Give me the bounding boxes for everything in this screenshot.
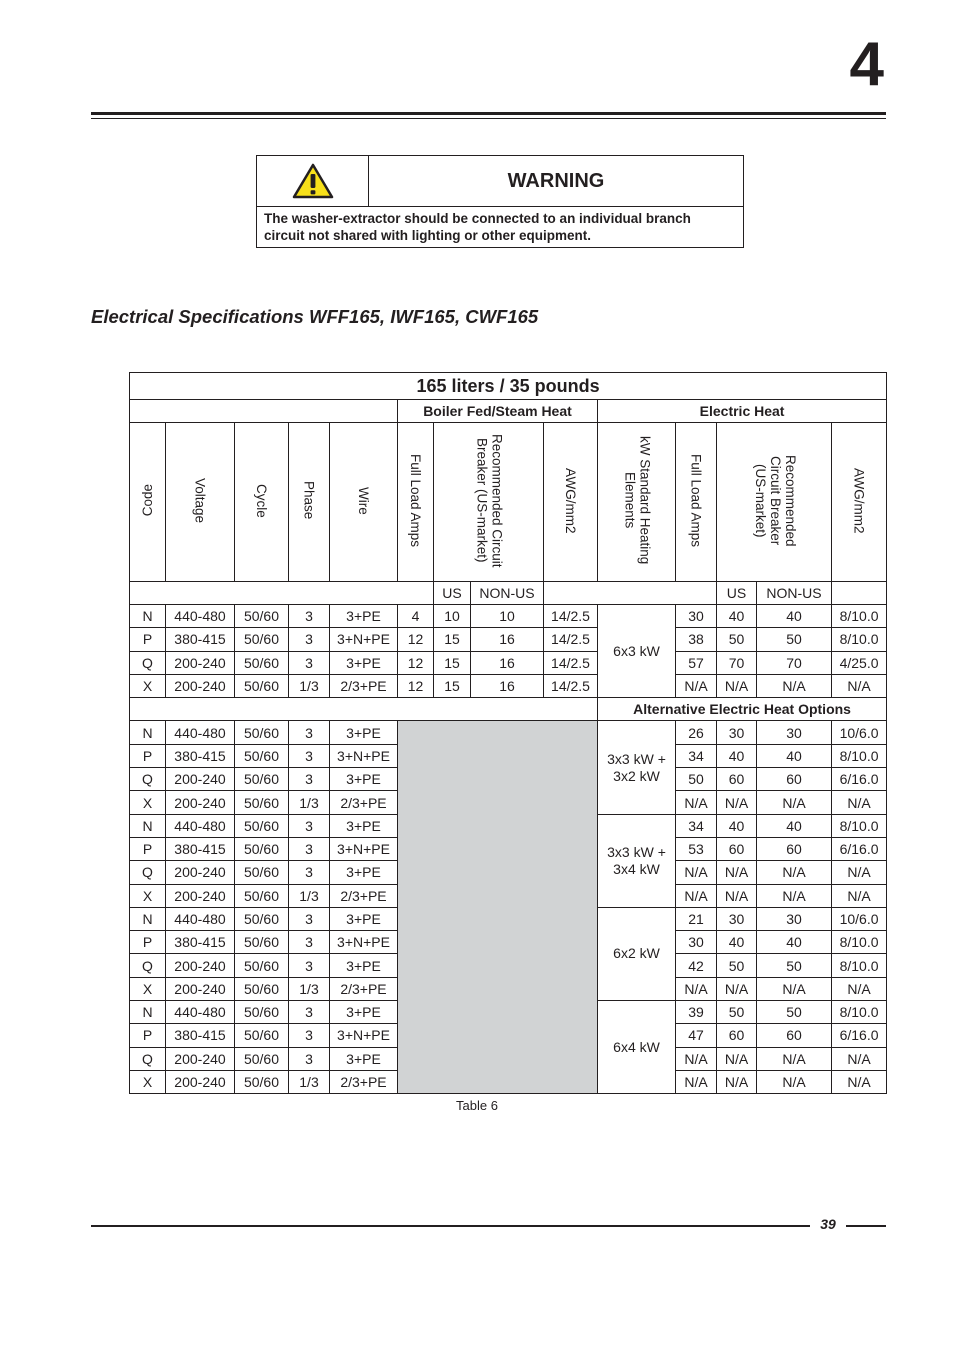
cell-electric-fla: 57 [676,651,717,674]
cell-voltage: 200-240 [166,791,235,814]
cell-code: X [130,884,166,907]
cell-boiler-non-us: 16 [471,628,544,651]
cell-wire: 3+PE [330,954,398,977]
header-cycle: Cycle [235,423,289,582]
sub-non-us-2: NON-US [757,582,832,605]
cell-electric-fla: 30 [676,931,717,954]
cell-electric-us: 70 [717,651,757,674]
cell-voltage: 380-415 [166,1024,235,1047]
cell-electric-us: 50 [717,628,757,651]
cell-boiler-non-us: 10 [471,605,544,628]
sub-non-us: NON-US [471,582,544,605]
cell-electric-awg: N/A [832,861,887,884]
warning-icon-cell [257,156,369,207]
cell-electric-non-us: 60 [757,768,832,791]
header-rule-thin [91,118,886,119]
cell-boiler-awg: 14/2.5 [544,605,598,628]
cell-wire: 3+PE [330,651,398,674]
header-boiler-awg: AWG/mm2 [544,423,598,582]
cell-cycle: 50/60 [235,628,289,651]
cell-wire: 3+PE [330,1047,398,1070]
cell-electric-fla: N/A [676,674,717,697]
group-electric: Electric Heat [598,400,887,423]
cell-wire: 2/3+PE [330,884,398,907]
cell-boiler-non-us: 16 [471,651,544,674]
cell-phase: 3 [289,605,330,628]
cell-voltage: 200-240 [166,1047,235,1070]
cell-boiler-us: 15 [434,628,471,651]
cell-boiler-fla: 4 [398,605,434,628]
cell-electric-fla: 21 [676,907,717,930]
table-caption: Table 6 [456,1098,498,1113]
group-blank [130,400,398,423]
group-boiler: Boiler Fed/Steam Heat [398,400,598,423]
cell-wire: 3+PE [330,814,398,837]
cell-electric-fla: 53 [676,837,717,860]
cell-voltage: 200-240 [166,674,235,697]
cell-voltage: 440-480 [166,907,235,930]
cell-voltage: 440-480 [166,1001,235,1024]
cell-boiler-us: 15 [434,674,471,697]
cell-electric-non-us: 30 [757,907,832,930]
cell-electric-us: N/A [717,1047,757,1070]
cell-voltage: 200-240 [166,861,235,884]
cell-cycle: 50/60 [235,907,289,930]
header-phase: Phase [289,423,330,582]
cell-phase: 3 [289,907,330,930]
cell-code: P [130,1024,166,1047]
cell-boiler-non-us: 16 [471,674,544,697]
cell-voltage: 200-240 [166,651,235,674]
cell-electric-awg: 6/16.0 [832,837,887,860]
cell-code: P [130,744,166,767]
cell-voltage: 200-240 [166,977,235,1000]
cell-kw: 6x3 kW [598,605,676,698]
cell-cycle: 50/60 [235,791,289,814]
cell-boiler-fla: 12 [398,674,434,697]
cell-electric-non-us: 30 [757,721,832,744]
cell-phase: 3 [289,651,330,674]
group-header-row [130,400,887,423]
cell-phase: 1/3 [289,977,330,1000]
cell-wire: 3+PE [330,721,398,744]
cell-wire: 3+PE [330,768,398,791]
cell-phase: 3 [289,768,330,791]
cell-electric-us: N/A [717,861,757,884]
cell-cycle: 50/60 [235,721,289,744]
cell-electric-awg: 6/16.0 [832,1024,887,1047]
cell-code: X [130,977,166,1000]
cell-code: N [130,721,166,744]
cell-electric-us: N/A [717,1070,757,1093]
cell-cycle: 50/60 [235,1024,289,1047]
cell-electric-us: 40 [717,744,757,767]
cell-voltage: 200-240 [166,954,235,977]
cell-phase: 3 [289,744,330,767]
electrical-spec-table [129,372,887,1094]
cell-electric-non-us: 50 [757,954,832,977]
cell-cycle: 50/60 [235,814,289,837]
cell-kw: 6x2 kW [598,907,676,1000]
cell-electric-non-us: 60 [757,1024,832,1047]
cell-code: N [130,907,166,930]
cell-electric-fla: 26 [676,721,717,744]
cell-electric-awg: 8/10.0 [832,605,887,628]
cell-electric-awg: N/A [832,884,887,907]
section-heading: Electrical Specifications WFF165, IWF165, CWF165 [91,306,539,327]
cell-electric-awg: 10/6.0 [832,721,887,744]
cell-kw: 3x3 kW + 3x2 kW [598,721,676,814]
cell-wire: 2/3+PE [330,1070,398,1093]
cell-code: P [130,837,166,860]
cell-electric-us: 30 [717,907,757,930]
cell-boiler-awg: 14/2.5 [544,628,598,651]
cell-electric-non-us: 50 [757,628,832,651]
cell-electric-us: 40 [717,605,757,628]
header-voltage: Voltage [166,423,235,582]
cell-code: Q [130,954,166,977]
cell-electric-us: 40 [717,814,757,837]
cell-wire: 3+PE [330,907,398,930]
cell-electric-us: 40 [717,931,757,954]
cell-boiler-fla: 12 [398,628,434,651]
table-title-row [130,373,887,400]
footer-rule-right [846,1225,886,1227]
header-wire: Wire [330,423,398,582]
cell-electric-non-us: N/A [757,977,832,1000]
cell-code: N [130,814,166,837]
cell-electric-non-us: N/A [757,791,832,814]
cell-electric-awg: 10/6.0 [832,907,887,930]
cell-wire: 3+N+PE [330,837,398,860]
cell-electric-non-us: N/A [757,861,832,884]
cell-electric-us: N/A [717,884,757,907]
cell-electric-fla: 38 [676,628,717,651]
cell-phase: 3 [289,1024,330,1047]
cell-electric-us: N/A [717,674,757,697]
header-electric-fla: Full Load Amps [676,423,717,582]
alt-options-header: Alternative Electric Heat Options [598,698,887,721]
cell-electric-fla: N/A [676,977,717,1000]
cell-voltage: 200-240 [166,1070,235,1093]
cell-electric-fla: 42 [676,954,717,977]
cell-phase: 1/3 [289,674,330,697]
cell-electric-non-us: 60 [757,837,832,860]
cell-electric-awg: 8/10.0 [832,931,887,954]
cell-voltage: 200-240 [166,884,235,907]
cell-cycle: 50/60 [235,1001,289,1024]
cell-code: N [130,605,166,628]
cell-electric-non-us: N/A [757,1070,832,1093]
warning-triangle-icon [292,163,334,199]
cell-electric-awg: 6/16.0 [832,768,887,791]
sub-blank-mid [544,582,717,605]
cell-electric-non-us: 40 [757,605,832,628]
sub-blank-right [832,582,887,605]
table-row [130,628,887,651]
cell-electric-fla: N/A [676,1047,717,1070]
cell-boiler-awg: 14/2.5 [544,674,598,697]
cell-electric-awg: 8/10.0 [832,628,887,651]
sub-blank-left [130,582,434,605]
cell-electric-us: 30 [717,721,757,744]
warning-title: WARNING [369,156,743,207]
cell-electric-awg: N/A [832,1047,887,1070]
cell-electric-fla: 34 [676,814,717,837]
cell-cycle: 50/60 [235,977,289,1000]
cell-voltage: 200-240 [166,768,235,791]
cell-electric-awg: N/A [832,791,887,814]
page-number: 39 [820,1216,836,1232]
header-code: Code [130,423,166,582]
cell-wire: 2/3+PE [330,791,398,814]
boiler-not-applicable-area [398,721,598,1094]
cell-electric-awg: N/A [832,1070,887,1093]
cell-boiler-fla: 12 [398,651,434,674]
cell-electric-us: 50 [717,1001,757,1024]
cell-cycle: 50/60 [235,605,289,628]
cell-electric-non-us: N/A [757,884,832,907]
cell-electric-us: 60 [717,837,757,860]
header-boiler-breaker: Recommended Circuit Breaker (US-market) [434,423,544,582]
cell-cycle: 50/60 [235,954,289,977]
sub-header-row [130,582,887,605]
cell-electric-fla: 47 [676,1024,717,1047]
cell-voltage: 380-415 [166,837,235,860]
cell-electric-non-us: 40 [757,744,832,767]
cell-phase: 3 [289,954,330,977]
cell-code: Q [130,1047,166,1070]
cell-boiler-awg: 14/2.5 [544,651,598,674]
cell-voltage: 380-415 [166,628,235,651]
cell-kw: 3x3 kW + 3x4 kW [598,814,676,907]
table-title: 165 liters / 35 pounds [130,373,887,400]
cell-voltage: 440-480 [166,721,235,744]
cell-cycle: 50/60 [235,861,289,884]
cell-electric-non-us: 40 [757,814,832,837]
footer-rule [91,1225,810,1227]
cell-boiler-us: 10 [434,605,471,628]
cell-wire: 2/3+PE [330,674,398,697]
table-row [130,674,887,697]
cell-cycle: 50/60 [235,651,289,674]
chapter-number: 4 [849,30,884,99]
cell-cycle: 50/60 [235,768,289,791]
cell-voltage: 380-415 [166,931,235,954]
cell-phase: 3 [289,861,330,884]
cell-wire: 3+PE [330,605,398,628]
cell-electric-fla: 30 [676,605,717,628]
cell-cycle: 50/60 [235,1070,289,1093]
cell-electric-us: 50 [717,954,757,977]
cell-code: P [130,628,166,651]
cell-phase: 1/3 [289,791,330,814]
cell-code: X [130,674,166,697]
table-row [130,605,887,628]
header-rule [91,112,886,115]
cell-wire: 2/3+PE [330,977,398,1000]
cell-phase: 3 [289,628,330,651]
cell-electric-awg: 8/10.0 [832,744,887,767]
cell-electric-awg: 8/10.0 [832,1001,887,1024]
cell-electric-awg: 4/25.0 [832,651,887,674]
cell-electric-fla: 39 [676,1001,717,1024]
cell-electric-fla: 50 [676,768,717,791]
cell-voltage: 380-415 [166,744,235,767]
cell-code: P [130,931,166,954]
alt-header-blank [130,698,598,721]
cell-wire: 3+PE [330,1001,398,1024]
cell-wire: 3+N+PE [330,628,398,651]
warning-text: The washer-extractor should be connected to an individual branch circuit not shared with lighting or other equipment. [264,211,691,243]
cell-electric-non-us: 70 [757,651,832,674]
cell-electric-fla: N/A [676,884,717,907]
cell-electric-awg: N/A [832,977,887,1000]
cell-electric-non-us: N/A [757,1047,832,1070]
cell-kw: 6x4 kW [598,1001,676,1094]
cell-code: X [130,1070,166,1093]
cell-electric-fla: N/A [676,791,717,814]
cell-cycle: 50/60 [235,837,289,860]
cell-electric-us: N/A [717,977,757,1000]
cell-wire: 3+N+PE [330,744,398,767]
header-electric-breaker: Recommended Circuit Breaker (US-market) [717,423,832,582]
cell-phase: 3 [289,1047,330,1070]
cell-electric-fla: 34 [676,744,717,767]
header-kw: kW Standard Heating Elements [598,423,676,582]
cell-code: X [130,791,166,814]
cell-phase: 3 [289,1001,330,1024]
cell-phase: 1/3 [289,884,330,907]
cell-electric-awg: N/A [832,674,887,697]
cell-electric-non-us: 50 [757,1001,832,1024]
cell-wire: 3+N+PE [330,1024,398,1047]
sub-us-2: US [717,582,757,605]
header-boiler-fla: Full Load Amps [398,423,434,582]
cell-phase: 1/3 [289,1070,330,1093]
table-row [130,721,887,744]
cell-electric-us: 60 [717,768,757,791]
cell-phase: 3 [289,721,330,744]
cell-boiler-us: 15 [434,651,471,674]
cell-code: N [130,1001,166,1024]
cell-electric-fla: N/A [676,1070,717,1093]
cell-electric-us: 60 [717,1024,757,1047]
cell-code: Q [130,651,166,674]
header-electric-awg: AWG/mm2 [832,423,887,582]
column-header-row [130,423,887,582]
cell-phase: 3 [289,814,330,837]
cell-cycle: 50/60 [235,674,289,697]
warning-box [256,155,744,248]
cell-electric-awg: 8/10.0 [832,814,887,837]
cell-electric-non-us: 40 [757,931,832,954]
cell-cycle: 50/60 [235,931,289,954]
alt-options-header-row [130,698,887,721]
cell-phase: 3 [289,931,330,954]
cell-cycle: 50/60 [235,744,289,767]
cell-cycle: 50/60 [235,1047,289,1070]
cell-electric-fla: N/A [676,861,717,884]
cell-code: Q [130,861,166,884]
cell-cycle: 50/60 [235,884,289,907]
cell-electric-us: N/A [717,791,757,814]
cell-electric-non-us: N/A [757,674,832,697]
sub-us: US [434,582,471,605]
table-row [130,651,887,674]
cell-wire: 3+N+PE [330,931,398,954]
cell-code: Q [130,768,166,791]
cell-voltage: 440-480 [166,605,235,628]
cell-electric-awg: 8/10.0 [832,954,887,977]
cell-wire: 3+PE [330,861,398,884]
cell-voltage: 440-480 [166,814,235,837]
cell-phase: 3 [289,837,330,860]
